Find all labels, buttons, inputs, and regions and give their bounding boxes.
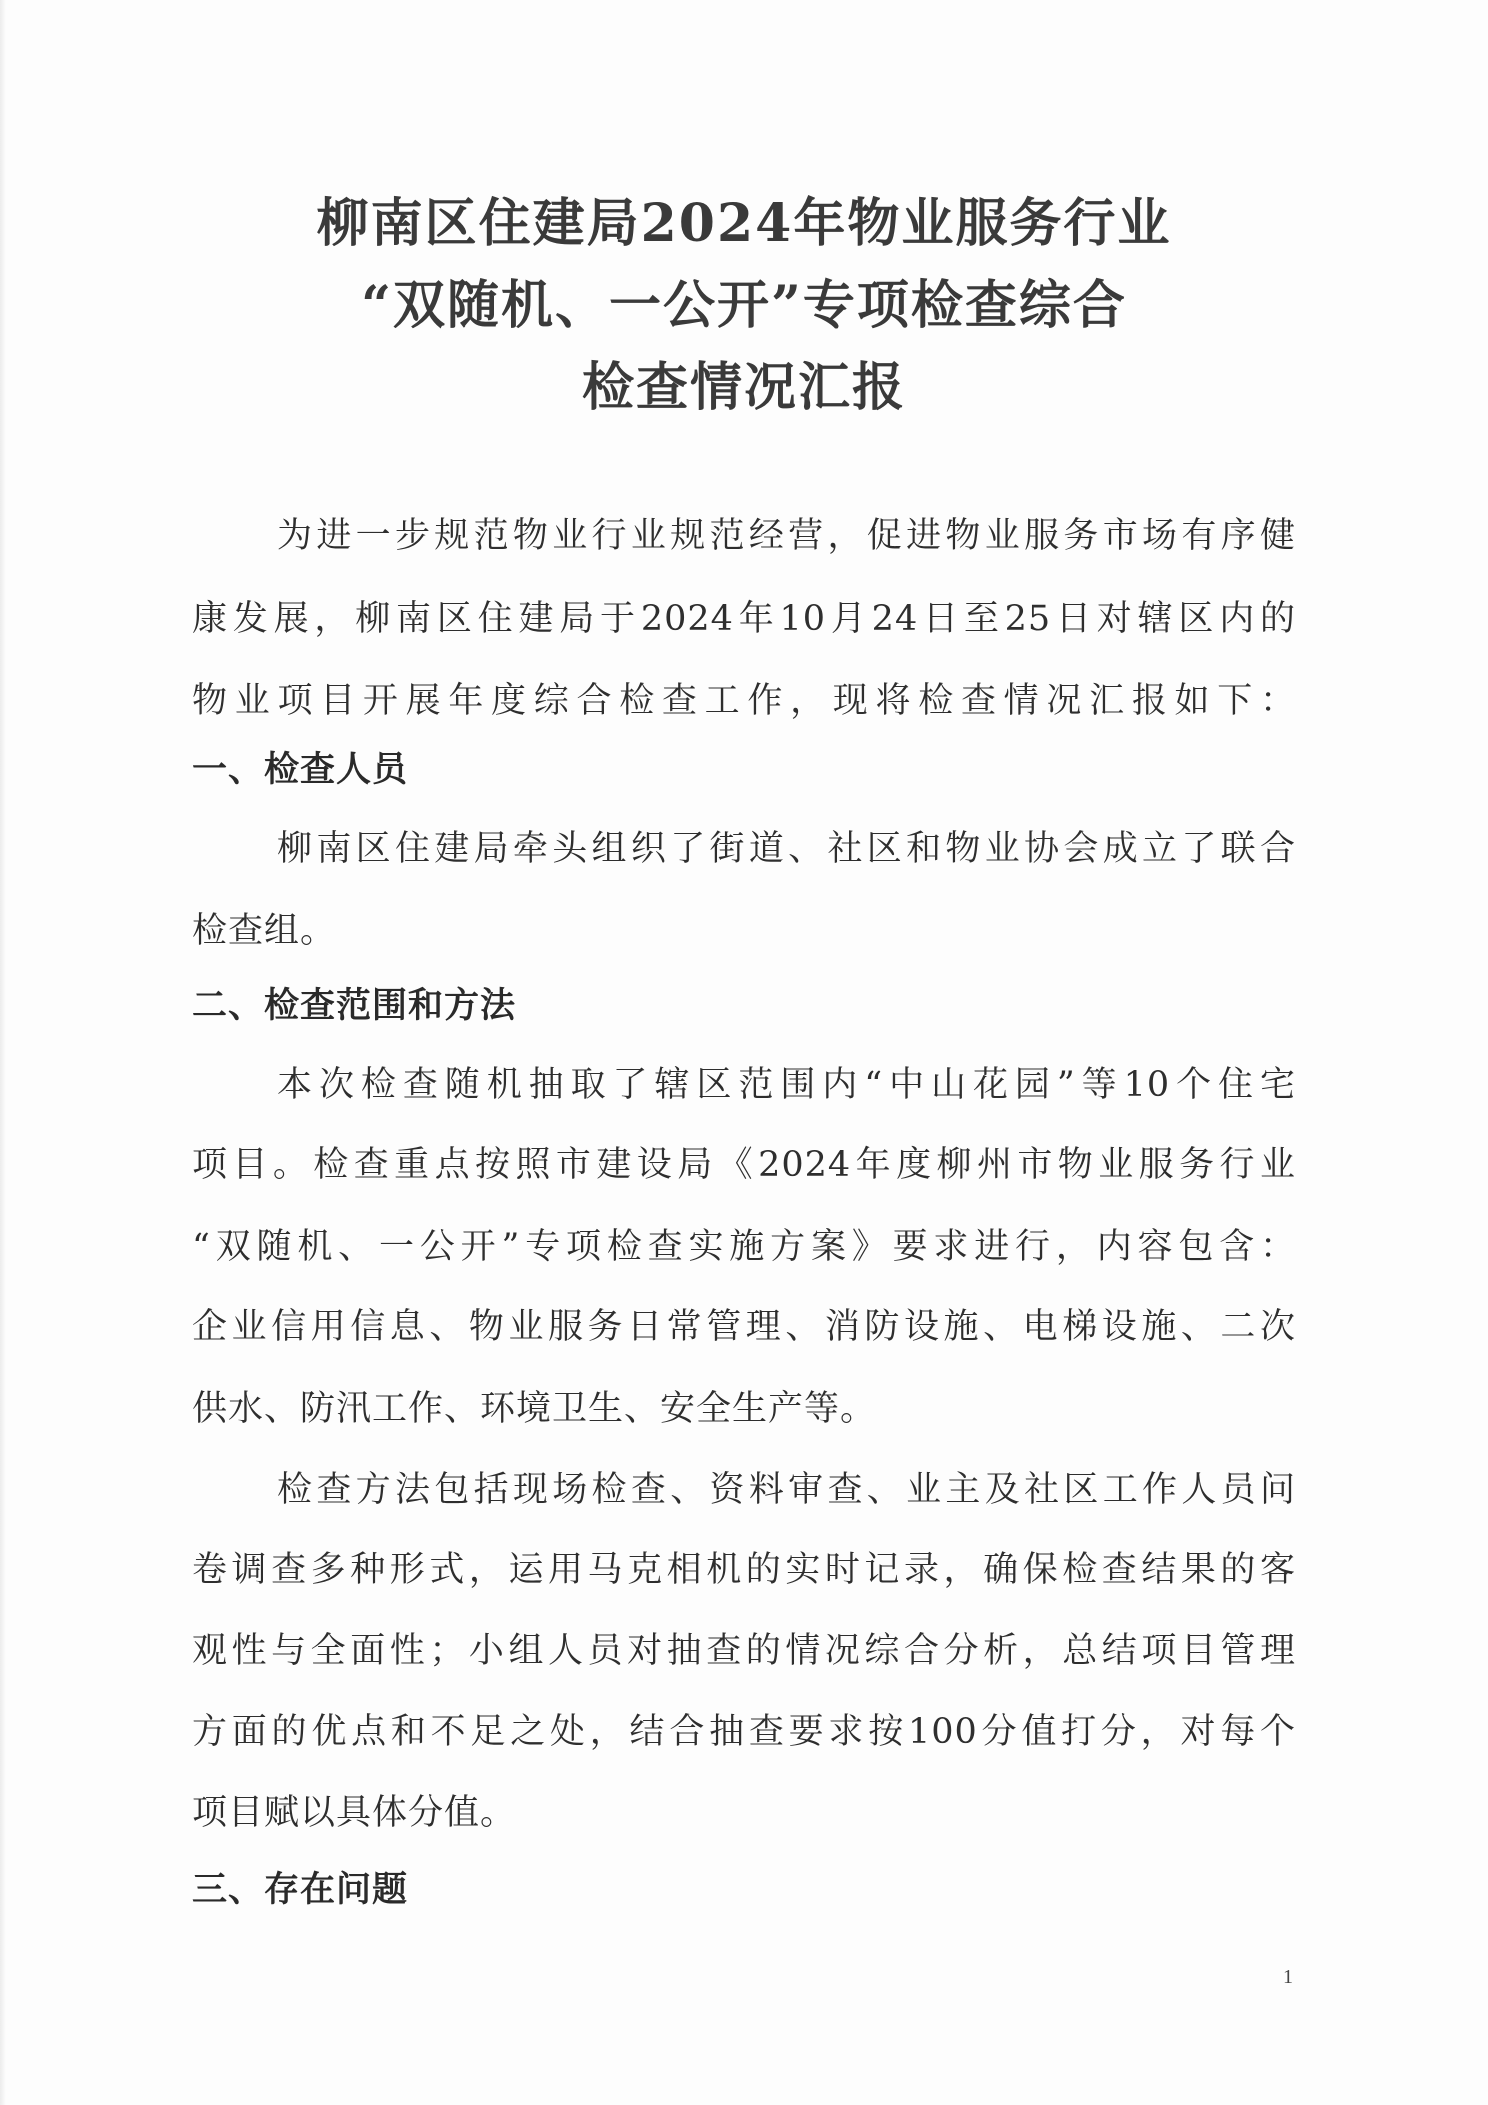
title-line-2: “双随机、一公开”专项检查综合: [361, 275, 1127, 336]
section-2-para-1-line-2: 项目。检查重点按照市建设局《2024年度柳州市物业服务行业: [192, 1145, 1296, 1185]
section-3-heading: 三、存在问题: [192, 1869, 409, 1910]
section-2-para-2-line-3: 观性与全面性；小组人员对抽查的情况综合分析，总结项目管理: [192, 1631, 1296, 1671]
section-2-para-2-line-2: 卷调查多种形式，运用马克相机的实时记录，确保检查结果的客: [192, 1550, 1296, 1590]
section-2-para-1-line-5: 供水、防汛工作、环境卫生、安全生产等。: [192, 1389, 877, 1429]
section-2-para-2-line-5: 项目赋以具体分值。: [192, 1793, 517, 1833]
section-2-para-1-line-3: “双随机、一公开”专项检查实施方案》要求进行，内容包含：: [192, 1227, 1296, 1267]
section-2-para-2-line-4: 方面的优点和不足之处，结合抽查要求按100分值打分，对每个: [192, 1712, 1296, 1752]
intro-line-2: 康发展，柳南区住建局于2024年10月24日至25日对辖区内的: [192, 599, 1296, 639]
section-1-line-2: 检查组。: [192, 911, 337, 951]
section-1-line-1: 柳南区住建局牵头组织了街道、社区和物业协会成立了联合: [277, 829, 1296, 869]
section-2-para-1-line-1: 本次检查随机抽取了辖区范围内“中山花园”等10个住宅: [277, 1065, 1296, 1105]
section-2-para-2-line-1: 检查方法包括现场检查、资料审查、业主及社区工作人员问: [277, 1470, 1296, 1510]
intro-line-3: 物业项目开展年度综合检查工作，现将检查情况汇报如下：: [192, 681, 1296, 721]
section-1-heading: 一、检查人员: [192, 749, 409, 790]
section-2-heading: 二、检查范围和方法: [192, 985, 517, 1026]
page-number: 1: [1283, 1966, 1293, 1988]
title-line-3: 检查情况汇报: [581, 357, 906, 418]
title-line-1: 柳南区住建局2024年物业服务行业: [316, 193, 1172, 254]
intro-line-1: 为进一步规范物业行业规范经营，促进物业服务市场有序健: [277, 516, 1296, 556]
section-2-para-1-line-4: 企业信用信息、物业服务日常管理、消防设施、电梯设施、二次: [192, 1307, 1296, 1347]
